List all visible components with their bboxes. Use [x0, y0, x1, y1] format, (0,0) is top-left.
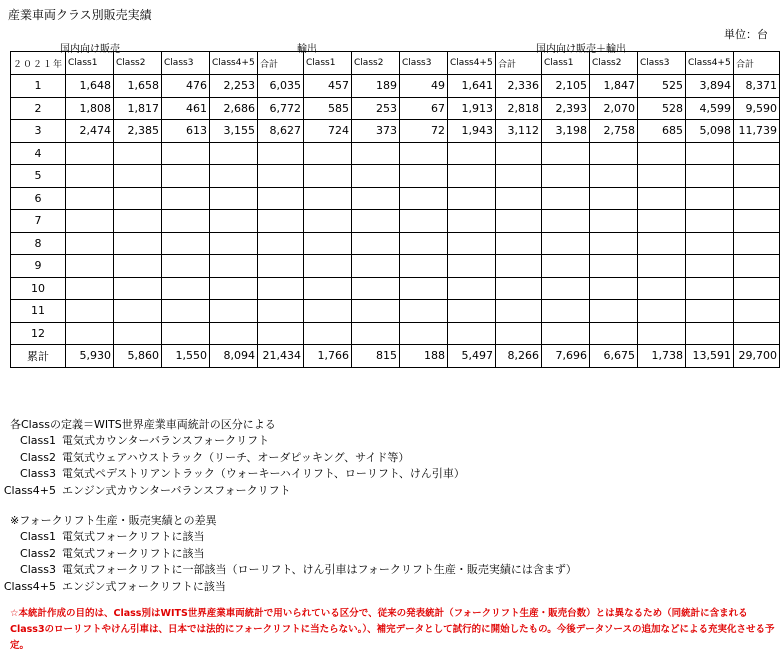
- column-header: Class2: [114, 52, 162, 75]
- table-cell: [686, 255, 734, 278]
- definitions-item: [0, 449, 409, 465]
- table-cell: [258, 300, 304, 323]
- table-cell: 5,930: [66, 345, 114, 368]
- table-cell: [162, 322, 210, 345]
- table-cell: [258, 187, 304, 210]
- differences-heading: ※フォークリフト生産・販売実績との差異: [10, 514, 217, 527]
- table-cell: 2,070: [590, 97, 638, 120]
- table-cell: [734, 232, 780, 255]
- table-cell: 1,766: [304, 345, 352, 368]
- class-description: エンジン式カウンターバランスフォークリフト: [62, 483, 291, 497]
- table-cell: 29,700: [734, 345, 780, 368]
- table-cell: [686, 210, 734, 233]
- class-label: Class1: [20, 434, 56, 447]
- table-cell: [590, 232, 638, 255]
- class-description: 電気式フォークリフトに該当: [62, 530, 205, 543]
- differences-item: [0, 545, 204, 561]
- table-cell: [162, 277, 210, 300]
- table-cell: 528: [638, 97, 686, 120]
- header-row: [11, 52, 780, 75]
- table-cell: [448, 232, 496, 255]
- table-cell: [304, 210, 352, 233]
- table-cell: 7,696: [542, 345, 590, 368]
- table-cell: [210, 187, 258, 210]
- column-header: Class1: [66, 52, 114, 75]
- table-cell: [638, 322, 686, 345]
- table-cell: [542, 232, 590, 255]
- table-cell: 67: [400, 97, 448, 120]
- table-cell: [448, 187, 496, 210]
- table-cell: 8,371: [734, 75, 780, 98]
- table-cell: [66, 300, 114, 323]
- table-cell: [638, 300, 686, 323]
- table-cell: [590, 142, 638, 165]
- table-cell: 2,105: [542, 75, 590, 98]
- class-label: Class4+5: [3, 483, 56, 497]
- column-header: Class3: [162, 52, 210, 75]
- table-cell: [400, 255, 448, 278]
- table-cell: 5,098: [686, 120, 734, 143]
- row-label: 9: [11, 255, 66, 278]
- table-row: [11, 232, 780, 255]
- table-cell: 2,474: [66, 120, 114, 143]
- table-cell: 1,658: [114, 75, 162, 98]
- table-cell: [210, 165, 258, 188]
- table-cell: 72: [400, 120, 448, 143]
- table-cell: [66, 165, 114, 188]
- table-cell: 189: [352, 75, 400, 98]
- table-cell: [448, 210, 496, 233]
- table-cell: [352, 277, 400, 300]
- class-description: エンジン式フォークリフトに該当: [62, 579, 226, 593]
- year-label: ２０２１年: [11, 52, 66, 75]
- definitions-item: [0, 482, 291, 498]
- table-cell: [590, 255, 638, 278]
- table-cell: [66, 255, 114, 278]
- table-cell: [304, 322, 352, 345]
- table-cell: [162, 165, 210, 188]
- table-cell: 5,497: [448, 345, 496, 368]
- definitions-item: [0, 465, 465, 481]
- column-header: Class2: [352, 52, 400, 75]
- table-cell: [114, 300, 162, 323]
- row-label: 累計: [11, 345, 66, 368]
- table-cell: [258, 165, 304, 188]
- table-cell: [686, 232, 734, 255]
- table-cell: [734, 300, 780, 323]
- table-cell: [258, 232, 304, 255]
- table-cell: [210, 300, 258, 323]
- table-cell: 1,808: [66, 97, 114, 120]
- table-cell: 815: [352, 345, 400, 368]
- table-cell: [258, 210, 304, 233]
- table-cell: [162, 210, 210, 233]
- table-cell: [352, 255, 400, 278]
- column-header: 合計: [496, 52, 542, 75]
- table-cell: [542, 277, 590, 300]
- column-header: Class4+5: [448, 52, 496, 75]
- table-cell: [496, 165, 542, 188]
- group-total-label: 国内向け販売＋輸出: [536, 44, 626, 55]
- table-cell: [638, 142, 686, 165]
- table-cell: 2,686: [210, 97, 258, 120]
- table-cell: [686, 165, 734, 188]
- table-cell: 373: [352, 120, 400, 143]
- table-cell: [304, 142, 352, 165]
- table-cell: 585: [304, 97, 352, 120]
- table-cell: [542, 210, 590, 233]
- definitions-heading: 各Classの定義＝WITS世界産業車両統計の区分による: [10, 418, 276, 431]
- table-cell: [686, 322, 734, 345]
- table-cell: [734, 210, 780, 233]
- table-cell: [352, 165, 400, 188]
- table-cell: [686, 142, 734, 165]
- class-label: Class3: [20, 563, 56, 576]
- table-cell: [400, 322, 448, 345]
- table-cell: [258, 142, 304, 165]
- table-cell: [66, 142, 114, 165]
- table-cell: [542, 187, 590, 210]
- table-cell: [448, 165, 496, 188]
- table-cell: [66, 322, 114, 345]
- column-header: Class2: [590, 52, 638, 75]
- class-description: 電気式カウンターバランスフォークリフト: [62, 434, 270, 447]
- table-cell: [686, 277, 734, 300]
- table-cell: [448, 142, 496, 165]
- class-label: Class1: [20, 530, 56, 543]
- table-cell: [352, 322, 400, 345]
- table-cell: [496, 322, 542, 345]
- definitions-item: [0, 432, 269, 448]
- class-description: 電気式ペデストリアントラック（ウォーキーハイリフト、ローリフト、けん引車）: [62, 467, 465, 480]
- table-cell: [258, 255, 304, 278]
- table-cell: [590, 300, 638, 323]
- row-label: 11: [11, 300, 66, 323]
- table-cell: 1,648: [66, 75, 114, 98]
- row-label: 8: [11, 232, 66, 255]
- table-cell: [258, 277, 304, 300]
- table-cell: [352, 142, 400, 165]
- table-cell: [352, 300, 400, 323]
- table-cell: [352, 232, 400, 255]
- table-cell: [638, 165, 686, 188]
- table-cell: 2,253: [210, 75, 258, 98]
- table-cell: [734, 277, 780, 300]
- table-row: [11, 187, 780, 210]
- table-cell: [400, 142, 448, 165]
- table-cell: [686, 300, 734, 323]
- row-label: 12: [11, 322, 66, 345]
- table-cell: [114, 232, 162, 255]
- column-header: 合計: [734, 52, 780, 75]
- table-cell: 2,385: [114, 120, 162, 143]
- table-cell: 6,772: [258, 97, 304, 120]
- table-row: [11, 75, 780, 98]
- table-cell: [114, 255, 162, 278]
- table-cell: [542, 300, 590, 323]
- table-cell: 4,599: [686, 97, 734, 120]
- table-cell: 8,094: [210, 345, 258, 368]
- row-label: 6: [11, 187, 66, 210]
- table-cell: [114, 165, 162, 188]
- table-cell: [210, 277, 258, 300]
- table-cell: [352, 187, 400, 210]
- table-cell: [304, 300, 352, 323]
- table-cell: [304, 277, 352, 300]
- row-label: 10: [11, 277, 66, 300]
- page-title: 産業車両クラス別販売実績: [8, 8, 152, 22]
- group-domestic-label: 国内向け販売: [60, 44, 120, 55]
- table-cell: [210, 255, 258, 278]
- table-cell: 1,817: [114, 97, 162, 120]
- sales-table: [10, 51, 780, 368]
- row-label: 5: [11, 165, 66, 188]
- table-cell: [66, 232, 114, 255]
- table-cell: [638, 187, 686, 210]
- table-cell: 6,675: [590, 345, 638, 368]
- row-label: 3: [11, 120, 66, 143]
- table-row: [11, 120, 780, 143]
- class-label: Class2: [20, 450, 56, 464]
- class-label: Class2: [20, 546, 56, 560]
- table-cell: [162, 142, 210, 165]
- row-label: 2: [11, 97, 66, 120]
- table-cell: [686, 187, 734, 210]
- table-cell: [734, 165, 780, 188]
- table-cell: [734, 255, 780, 278]
- table-cell: 13,591: [686, 345, 734, 368]
- table-row: [11, 300, 780, 323]
- table-cell: [734, 187, 780, 210]
- table-cell: [448, 277, 496, 300]
- table-cell: 8,627: [258, 120, 304, 143]
- table-cell: [400, 187, 448, 210]
- table-cell: [496, 187, 542, 210]
- table-cell: [304, 187, 352, 210]
- differences-item: [0, 578, 226, 594]
- table-cell: 613: [162, 120, 210, 143]
- table-cell: [304, 165, 352, 188]
- table-cell: [590, 322, 638, 345]
- table-cell: [66, 277, 114, 300]
- column-header: Class3: [638, 52, 686, 75]
- table-cell: [496, 255, 542, 278]
- table-cell: [590, 187, 638, 210]
- table-cell: 9,590: [734, 97, 780, 120]
- class-label: Class3: [20, 467, 56, 480]
- table-cell: [400, 300, 448, 323]
- cumulative-row: [11, 345, 780, 368]
- table-cell: 2,336: [496, 75, 542, 98]
- table-row: [11, 210, 780, 233]
- column-header: Class4+5: [686, 52, 734, 75]
- table-cell: [114, 277, 162, 300]
- table-cell: 1,550: [162, 345, 210, 368]
- class-description: 電気式フォークリフトに一部該当（ローリフト、けん引車はフォークリフト生産・販売実績には含まず）: [62, 563, 577, 576]
- table-cell: [258, 322, 304, 345]
- class-label: Class4+5: [3, 579, 56, 593]
- table-cell: [496, 232, 542, 255]
- table-cell: [210, 210, 258, 233]
- table-cell: 3,198: [542, 120, 590, 143]
- table-cell: [496, 277, 542, 300]
- table-cell: 1,847: [590, 75, 638, 98]
- table-cell: [400, 232, 448, 255]
- table-cell: 1,738: [638, 345, 686, 368]
- table-cell: 2,758: [590, 120, 638, 143]
- table-cell: [210, 322, 258, 345]
- table-cell: [114, 322, 162, 345]
- table-row: [11, 255, 780, 278]
- table-cell: [162, 300, 210, 323]
- differences-item: [0, 528, 204, 544]
- table-cell: [496, 210, 542, 233]
- table-cell: 457: [304, 75, 352, 98]
- table-row: [11, 277, 780, 300]
- table-cell: [590, 210, 638, 233]
- table-cell: [734, 142, 780, 165]
- table-cell: [304, 255, 352, 278]
- table-cell: 724: [304, 120, 352, 143]
- table-cell: [638, 232, 686, 255]
- table-cell: [448, 255, 496, 278]
- column-header: Class4+5: [210, 52, 258, 75]
- table-cell: [162, 232, 210, 255]
- class-description: 電気式ウェアハウストラック（リーチ、オーダピッキング、サイド等）: [62, 450, 410, 464]
- row-label: 1: [11, 75, 66, 98]
- table-cell: 525: [638, 75, 686, 98]
- differences-item: [0, 561, 577, 577]
- table-cell: [210, 232, 258, 255]
- table-cell: [304, 232, 352, 255]
- table-row: [11, 142, 780, 165]
- table-cell: [114, 187, 162, 210]
- table-cell: 685: [638, 120, 686, 143]
- table-cell: 49: [400, 75, 448, 98]
- table-cell: [66, 187, 114, 210]
- table-cell: 8,266: [496, 345, 542, 368]
- row-label: 7: [11, 210, 66, 233]
- table-cell: [542, 165, 590, 188]
- table-cell: [66, 210, 114, 233]
- table-cell: 476: [162, 75, 210, 98]
- table-row: [11, 165, 780, 188]
- table-cell: [638, 255, 686, 278]
- table-cell: [590, 277, 638, 300]
- table-cell: 253: [352, 97, 400, 120]
- table-cell: 1,641: [448, 75, 496, 98]
- table-cell: [734, 322, 780, 345]
- table-cell: [162, 187, 210, 210]
- table-cell: [352, 210, 400, 233]
- sales-table-body: [11, 52, 780, 368]
- table-cell: [400, 277, 448, 300]
- table-cell: 3,112: [496, 120, 542, 143]
- table-cell: [638, 277, 686, 300]
- table-cell: [496, 300, 542, 323]
- table-cell: [400, 210, 448, 233]
- table-cell: [542, 322, 590, 345]
- table-cell: [638, 210, 686, 233]
- table-cell: 461: [162, 97, 210, 120]
- table-cell: [210, 142, 258, 165]
- table-cell: 1,913: [448, 97, 496, 120]
- table-cell: 3,894: [686, 75, 734, 98]
- table-cell: 6,035: [258, 75, 304, 98]
- table-cell: [496, 142, 542, 165]
- column-header: Class1: [542, 52, 590, 75]
- table-cell: 188: [400, 345, 448, 368]
- row-label: 4: [11, 142, 66, 165]
- table-row: [11, 322, 780, 345]
- table-cell: 2,393: [542, 97, 590, 120]
- table-cell: [162, 255, 210, 278]
- table-cell: 1,943: [448, 120, 496, 143]
- footnote: ☆本統計作成の目的は、Class別はWITS世界産業車両統計で用いられている区分で、従来の発表統計（フォークリフト生産・販売台数）とは異なるため（同統計に含まれるClass3のローリフトやけん引車は、日本では法的にフォークリフトに当たらない。）、補完データとして試行的に開始したもの。今後データソースの追加などによる充実化させる予定。: [10, 608, 775, 651]
- column-header: Class3: [400, 52, 448, 75]
- unit-label: 単位：台: [724, 28, 768, 41]
- table-cell: [400, 165, 448, 188]
- table-cell: 3,155: [210, 120, 258, 143]
- table-cell: 2,818: [496, 97, 542, 120]
- table-cell: 11,739: [734, 120, 780, 143]
- column-header: 合計: [258, 52, 304, 75]
- table-cell: 5,860: [114, 345, 162, 368]
- table-cell: 21,434: [258, 345, 304, 368]
- column-header: Class1: [304, 52, 352, 75]
- table-row: [11, 97, 780, 120]
- table-cell: [542, 142, 590, 165]
- group-export-label: 輸出: [297, 44, 317, 55]
- table-cell: [542, 255, 590, 278]
- class-description: 電気式フォークリフトに該当: [62, 546, 205, 560]
- table-cell: [114, 210, 162, 233]
- table-cell: [590, 165, 638, 188]
- table-cell: [448, 300, 496, 323]
- table-cell: [114, 142, 162, 165]
- table-cell: [448, 322, 496, 345]
